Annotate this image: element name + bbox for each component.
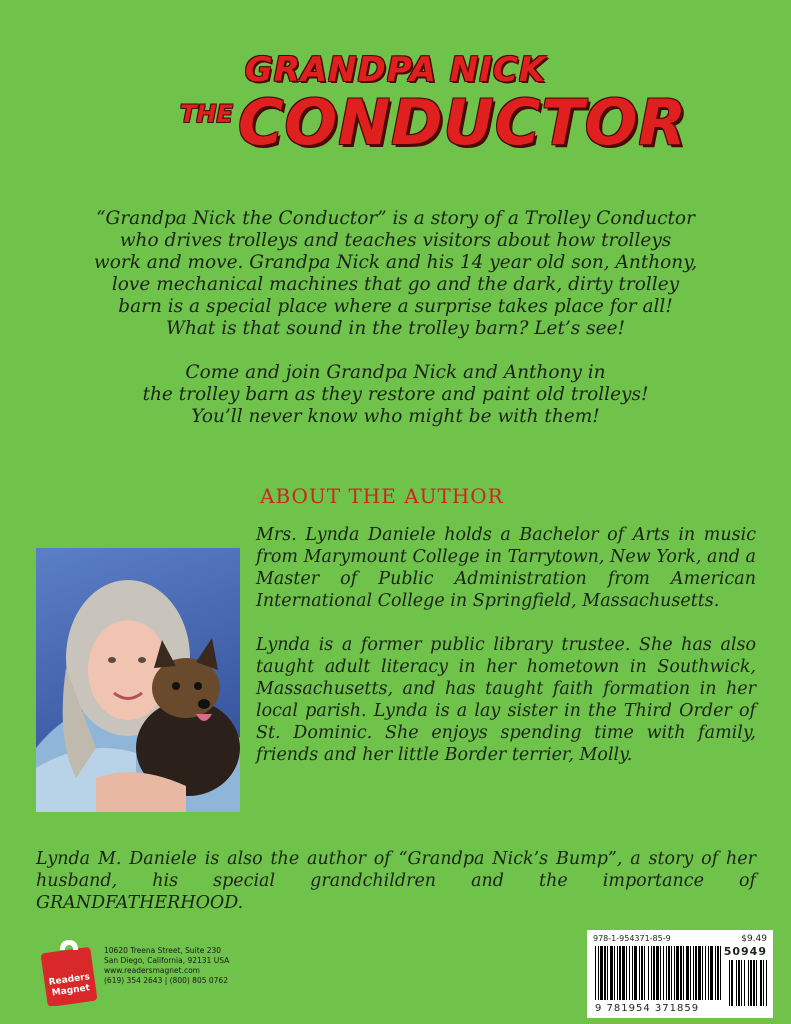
- about-author-heading: ABOUT THE AUTHOR: [260, 484, 504, 508]
- address-line-1: 10620 Treena Street, Suite 230: [104, 946, 222, 955]
- isbn-number: 978-1-954371-85-9: [593, 934, 671, 943]
- publisher-website: www.readersmagnet.com: [104, 966, 200, 975]
- title-line2: CONDUCTOR: [238, 86, 688, 159]
- title-line1: GRANDPA NICK: [244, 50, 547, 90]
- publisher-phones: (619) 354 2643 | (800) 805 0762: [104, 976, 228, 985]
- publisher-logo: [40, 940, 98, 1006]
- blurb-paragraph-2: Come and join Grandpa Nick and Anthony in the trolley barn as they restore and paint old trolleys! You’ll never know who might be with them!: [142, 362, 649, 427]
- bio-paragraph-2: Lynda is a former public library trustee. She has also taught adult literacy in her hometown in Southwick, Massachusetts, and has taught faith formation in her local parish. Lynda is a lay sister in the Third Order of St. Dominic. She enjoys spending time with family, friends and her little Border terrier, Molly.: [256, 635, 756, 765]
- svg-text:Readers: Readers: [48, 972, 91, 988]
- isbn-barcode: [587, 930, 773, 1018]
- bio-paragraph-3: Lynda M. Daniele is also the author of “Grandpa Nick’s Bump”, a story of her husband, his special grandchildren and the importance of GRANDFATHERHOOD.: [36, 849, 756, 913]
- author-photo-illustration: [36, 548, 240, 812]
- title-the: THE: [180, 100, 233, 128]
- barcode-digits: 9 781954 371859: [595, 1003, 700, 1014]
- readers-magnet-logo-icon: [40, 940, 98, 1006]
- price-code: 50949: [723, 945, 767, 958]
- book-blurb: [50, 208, 741, 450]
- publisher-address: [104, 946, 229, 986]
- author-photo: [36, 548, 240, 812]
- author-bio: [256, 524, 756, 788]
- svg-text:Magnet: Magnet: [51, 983, 91, 999]
- price: $9.49: [741, 934, 767, 944]
- bio-paragraph-1: Mrs. Lynda Daniele holds a Bachelor of Arts in music from Marymount College in Tarrytown, New York, and a Master of Public Administration from American International College in Springfield, Massachusetts.: [256, 525, 756, 611]
- address-line-2: San Diego, California, 92131 USA: [104, 956, 230, 965]
- blurb-paragraph-1: “Grandpa Nick the Conductor” is a story of a Trolley Conductor who drives trolleys and teaches visitors about how trolleys work and move. Grandpa Nick and his 14 year old son, Anthony, love mechanical machines that go and the dark, dirty trolley barn is a special place where a surprise takes place for all! What is that sound in the trolley barn? Let’s see!: [93, 208, 698, 339]
